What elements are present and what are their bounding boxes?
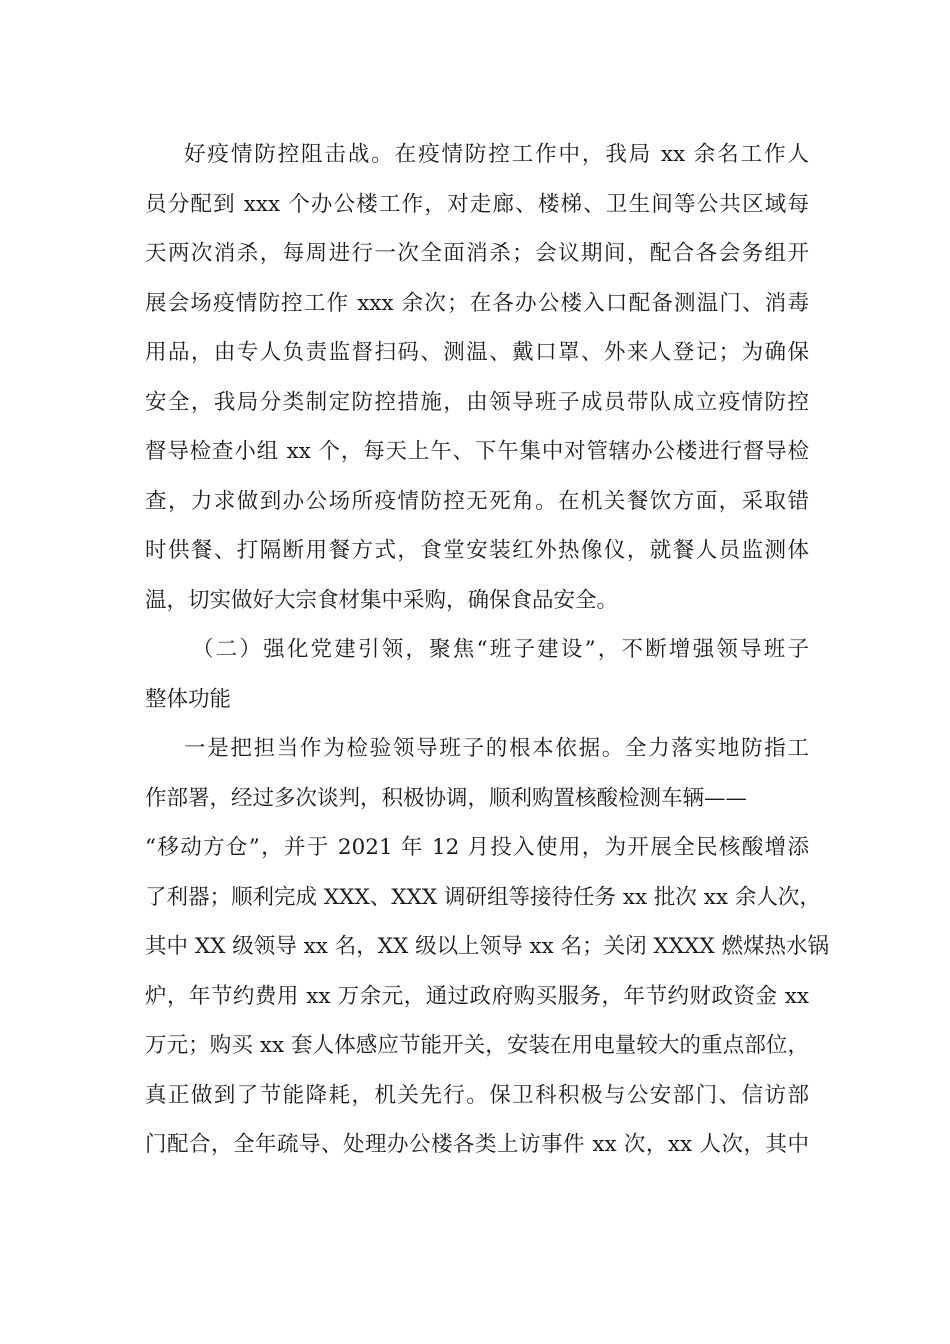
text-line: 用品，由专人负责监督扫码、测温、戴口罩、外来人登记；为确保	[145, 340, 809, 365]
heading-line: 整体功能	[145, 687, 232, 712]
text-line: 天两次消杀，每周进行一次全面消杀；会议期间，配合各会务组开	[145, 241, 809, 266]
text-line: 好疫情防控阻击战。在疫情防控工作中，我局 xx 余名工作人	[184, 142, 809, 167]
text-line: 员分配到 xxx 个办公楼工作，对走廊、楼梯、卫生间等公共区域每	[145, 192, 809, 217]
text-line: 万元；购买 xx 套人体感应节能开关，安装在用电量较大的重点部位，	[145, 1033, 809, 1058]
heading-line: （二）强化党建引领，聚焦“班子建设”，不断增强领导班子	[192, 637, 809, 662]
text-line: 门配合，全年疏导、处理办公楼各类上访事件 xx 次，xx 人次，其中	[145, 1132, 809, 1157]
text-line: 时供餐、打隔断用餐方式，食堂安装红外热像仪，就餐人员监测体	[145, 538, 809, 563]
text-line: 作部署，经过多次谈判，积极协调，顺利购置核酸检测车辆——	[145, 786, 748, 811]
text-line: 真正做到了节能降耗，机关先行。保卫科积极与公安部门、信访部	[145, 1083, 809, 1108]
text-line: 查，力求做到办公场所疫情防控无死角。在机关餐饮方面，采取错	[145, 489, 809, 514]
text-line: 炉，年节约费用 xx 万余元，通过政府购买服务，年节约财政资金 xx	[145, 984, 809, 1009]
text-line: 展会场疫情防控工作 xxx 余次；在各办公楼入口配备测温门、消毒	[145, 291, 809, 316]
text-line: 安全，我局分类制定防控措施，由领导班子成员带队成立疫情防控	[145, 390, 809, 415]
text-line: “移动方仓”，并于 2021 年 12 月投入使用，为开展全民核酸增添	[145, 835, 809, 860]
text-line: 温，切实做好大宗食材集中采购，确保食品安全。	[145, 588, 619, 613]
text-line: 了利器；顺利完成 XXX、XXX 调研组等接待任务 xx 批次 xx 余人次，	[145, 885, 821, 910]
text-line: 一是把担当作为检验领导班子的根本依据。全力落实地防指工	[184, 736, 809, 761]
text-line: 其中 XX 级领导 xx 名，XX 级以上领导 xx 名；关闭 XXXX 燃煤热水锅	[145, 934, 829, 959]
text-line: 督导检查小组 xx 个，每天上午、下午集中对管辖办公楼进行督导检	[145, 439, 809, 464]
